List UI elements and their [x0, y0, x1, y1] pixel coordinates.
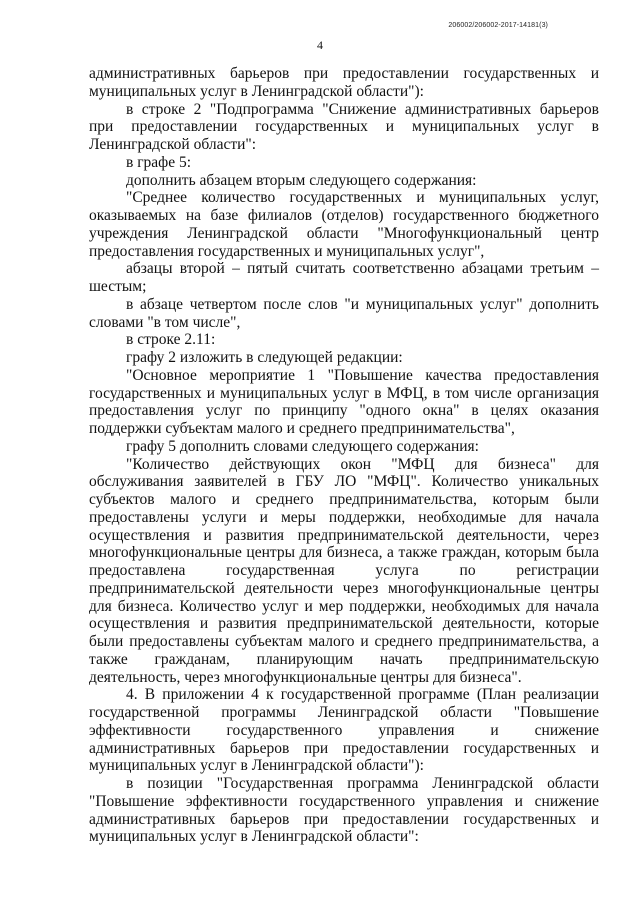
page-number: 4 — [317, 38, 323, 52]
paragraph: абзацы второй – пятый считать соответственно абзацами третьим – шестым; — [89, 260, 599, 295]
paragraph: "Среднее количество государственных и муниципальных услуг, оказываемых на базе филиалов (отделов) государственного бюджетного учреждения Ленинградской области "Многофункциональный центр предоставления государственных и муниципальных услуг", — [89, 189, 599, 260]
paragraph: "Основное мероприятие 1 "Повышение качества предоставления государственных и муниципальных услуг в МФЦ, в том числе организация предоставления услуг по принципу "одного окна" в целях оказания поддержки субъектам малого и среднего предпринимательства", — [89, 366, 599, 437]
paragraph: дополнить абзацем вторым следующего содержания: — [126, 171, 477, 189]
document-id: 206002/206002-2017-14181(3) — [448, 22, 548, 29]
paragraph: в абзаце четвертом после слов "и муниципальных услуг" дополнить словами "в том числе", — [89, 295, 599, 331]
paragraph: графу 2 изложить в следующей редакции: — [126, 349, 403, 366]
paragraph: в графе 5: — [126, 153, 192, 171]
paragraph: 4. В приложении 4 к государственной программе (План реализации государственной программы Ленинградской области "Повышение эффективности государственного управления и снижение административных барьеров при предоставлении государственных и муниципальных услуг в Ленинградской области"): — [89, 686, 599, 775]
paragraph: административных барьеров при предоставлении государственных и муниципальных услуг в Ленинградской области"): — [89, 65, 599, 100]
paragraph: графу 5 дополнить словами следующего содержания: — [126, 437, 479, 455]
paragraph: в позиции "Государственная программа Ленинградской области "Повышение эффективности государственного управления и снижение административных барьеров при предоставлении государственных и муниципальных услуг в Ленинградской области": — [89, 775, 599, 846]
document-body — [89, 65, 599, 846]
paragraph: в строке 2 "Подпрограмма "Снижение административных барьеров при предоставлении государственных и муниципальных услуг в Ленинградской области": — [89, 100, 599, 153]
paragraph: в строке 2.11: — [126, 331, 216, 349]
paragraph: "Количество действующих окон "МФЦ для бизнеса" для обслуживания заявителей в ГБУ ЛО "МФЦ". Количество уникальных субъектов малого и среднего предпринимательства, которым были предоставлены услуги и меры поддержки, необходимые для начала осуществления и развития предпринимательской деятельности, через многофункциональные центры для бизнеса, а также граждан, которым была предоставлена государственная услуга по регистрации предпринимательской деятельности через многофункциональные центры для бизнеса. Количество услуг и мер поддержки, необходимых для начала осуществления и развития предпринимательской деятельности, которые были предоставлены субъектам малого и среднего предпринимательства, а также гражданам, планирующим начать предпринимательскую деятельность, через многофункциональные центры для бизнеса". — [89, 455, 599, 686]
